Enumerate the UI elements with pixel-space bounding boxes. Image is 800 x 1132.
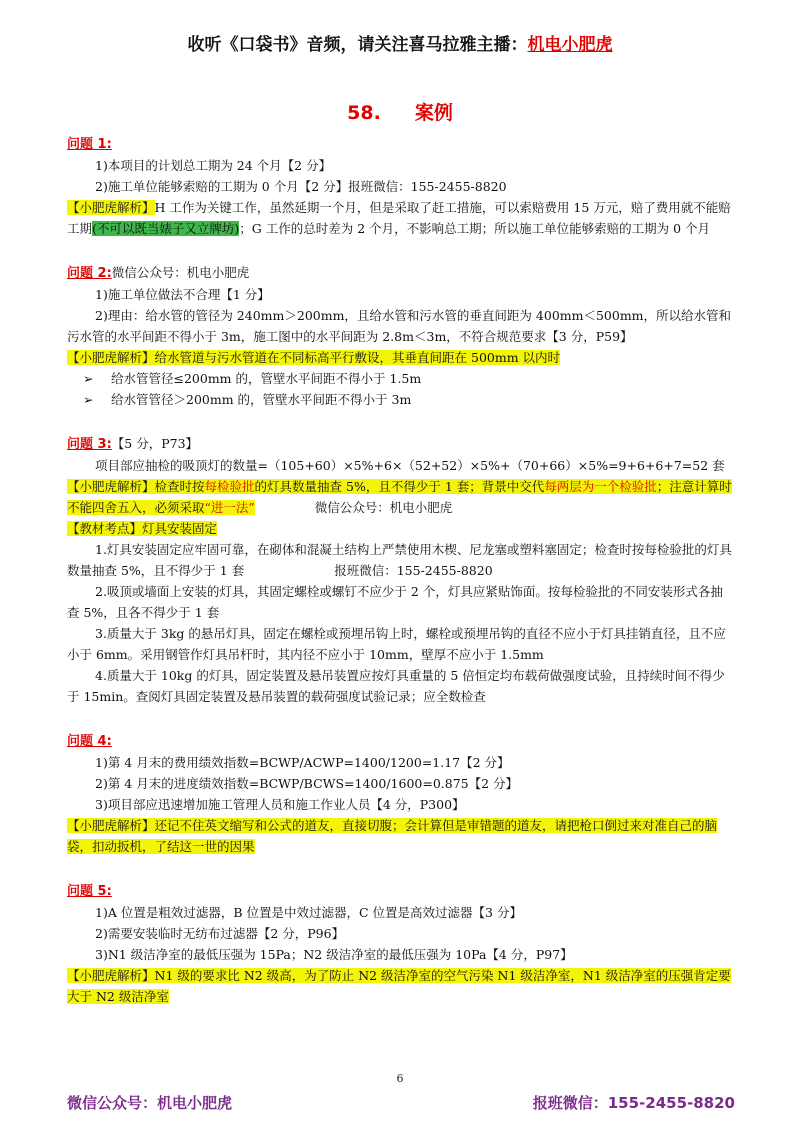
q3-note-2: 的灯具数量抽查 5%，且不得少于 1 套；背景中交代: [254, 479, 545, 494]
question-2: [67, 262, 735, 410]
case-number: 58.: [347, 102, 381, 124]
q4-analysis: [67, 818, 717, 854]
q1-analysis-text: H 工作为关键工作，虽然延期一个月，但是采取了赶工措施，可以索赔费用 15 万元，赔了费用就不能赔工期: [67, 200, 731, 236]
q3-point-3: 3.质量大于 3kg 的悬吊灯具，固定在螺栓或预埋吊钩上时，螺栓或预埋吊钩的直径不应小于灯具挂销直径，且不应小于 6mm。采用钢管作灯具吊杆时，其内径不应小于 10mm，壁厚不应小于 1.5mm: [67, 626, 726, 662]
q2-bullet-2-text: 给水管管径＞200mm 的，管壁水平间距不得小于 3m: [111, 392, 412, 407]
analysis-tag: 【小肥虎解析】: [67, 200, 155, 215]
q2-bullet-2: [67, 389, 735, 410]
question-1: [67, 133, 735, 239]
q3-note-1: 检查时按: [154, 479, 205, 494]
q5-analysis: [67, 968, 731, 1004]
q4-analysis-text: 还记不住英文缩写和公式的道友，直接切腹；会计算但是审错题的道友，请把枪口倒过来对准自己的脑袋，扣动扳机，了结这一世的因果: [67, 818, 718, 854]
case-title: [0, 98, 800, 125]
q3-note-red-1: 每检验批: [204, 479, 255, 494]
arrow-bullet-icon: ➢: [83, 371, 94, 386]
page-number: 6: [396, 1072, 404, 1085]
analysis-tag: 【小肥虎解析】: [67, 968, 155, 983]
q3-point-2: 2.吸顶或墙面上安装的灯具，其固定螺栓或螺钉不应少于 2 个，灯具应紧贴饰面。按每检验批的不同安装形式各抽查 5%，且各不得少于 1 套: [67, 584, 723, 620]
textbook-tag: 【教材考点】: [67, 521, 143, 536]
question-3-label: 问题 3:: [67, 437, 112, 452]
q3-note-3: ；注意计算时不能四舍五入，必须采取: [67, 479, 732, 515]
q3-point-1-contact: 报班微信：155-2455-8820: [334, 563, 493, 578]
host-link[interactable]: 机电小肥虎: [527, 35, 613, 55]
q5-answer-3: 3)N1 级洁净室的最低压强为 15Pa；N2 级洁净室的最低压强为 10Pa【4 分，P97】: [95, 947, 573, 962]
q4-answer-1: 1)第 4 月末的费用绩效指数=BCWP/ACWP=1400/1200=1.17【2 分】: [95, 755, 510, 770]
q4-answer-2: 2)第 4 月末的进度绩效指数=BCWP/BCWS=1400/1600=0.875【2 分】: [95, 776, 519, 791]
q3-note-red-2: 每两层为一个检验批: [544, 479, 657, 494]
q1-answer-1: 1)本项目的计划总工期为 24 个月【2 分】: [95, 158, 332, 173]
document-body: [67, 133, 735, 1007]
q3-label-extra: 【5 分，P73】: [111, 436, 199, 451]
q3-analysis: [67, 476, 735, 518]
q2-answer-2: 2)理由：给水管的管径为 240mm＞200mm，且给水管和污水管的垂直间距为 400mm＜500mm，所以给水管和污水管的水平间距不得小于 3m，施工图中的水平间距为 2.8m＜3m，不符合规范要求【3 分，P59】: [67, 308, 732, 344]
q5-answer-1: 1)A 位置是粗效过滤器，B 位置是中效过滤器，C 位置是高效过滤器【3 分】: [95, 905, 522, 920]
page-header: [0, 30, 800, 55]
q2-bullet-1-text: 给水管管径≤200mm 的，管壁水平间距不得小于 1.5m: [111, 371, 422, 386]
case-title-text: 案例: [414, 102, 453, 124]
analysis-tag: 【小肥虎解析】: [67, 479, 155, 494]
q4-answer-3: 3)项目部应迅速增加施工管理人员和施工作业人员【4 分，P300】: [95, 797, 465, 812]
arrow-bullet-icon: ➢: [83, 392, 94, 407]
analysis-tag: 【小肥虎解析】: [67, 350, 155, 365]
question-5: [67, 880, 735, 1007]
q5-answer-2: 2)需要安装临时无纺布过滤器【2 分，P96】: [95, 926, 345, 941]
q3-wechat: 微信公众号：机电小肥虎: [314, 500, 453, 515]
question-3: [67, 433, 735, 707]
q2-label-extra: 微信公众号：机电小肥虎: [111, 265, 250, 280]
q3-point-4: 4.质量大于 10kg 的灯具，固定装置及悬吊装置应按灯具重量的 5 倍恒定均布载荷做强度试验，且持续时间不得少于 15min。查阅灯具固定装置及悬吊装置的载荷强度试验记录；应全数检查: [67, 668, 725, 704]
page-footer: [67, 1092, 735, 1114]
question-2-label: 问题 2:: [67, 266, 112, 281]
footer-contact: 报班微信：155-2455-8820: [532, 1094, 735, 1112]
question-4: [67, 730, 735, 857]
question-5-label: 问题 5:: [67, 884, 112, 899]
q2-bullet-1: [67, 368, 735, 389]
q1-answer-2: 2)施工单位能够索赔的工期为 0 个月【2 分】报班微信：155-2455-8820: [95, 179, 507, 194]
q1-analysis: [67, 197, 735, 239]
question-1-label: 问题 1:: [67, 137, 112, 152]
question-4-label: 问题 4:: [67, 734, 112, 749]
q3-calculation: 项目部应抽检的吸顶灯的数量=（105+60）×5%+6×（52+52）×5%+（70+66）×5%=9+6+6+7=52 套: [95, 458, 725, 473]
q3-point-1: [67, 539, 735, 581]
footer-wechat: 微信公众号：机电小肥虎: [67, 1094, 233, 1112]
q5-analysis-text: N1 级的要求比 N2 级高，为了防止 N2 级洁净室的空气污染 N1 级洁净室，N1 级洁净室的压强肯定要大于 N2 级洁净室: [67, 968, 731, 1004]
q3-point-1-text: 1.灯具安装固定应牢固可靠，在砌体和混凝土结构上严禁使用木楔、尼龙塞或塑料塞固定；检查时按每检验批的灯具数量抽查 5%，且不得少于 1 套: [67, 542, 732, 578]
q2-answer-1: 1)施工单位做法不合理【1 分】: [95, 287, 270, 302]
header-prefix: 收听《口袋书》音频，请关注喜马拉雅主播：: [187, 35, 528, 55]
q2-analysis: [67, 350, 560, 365]
q1-analysis-text-2: ；G 工作的总时差为 2 个月，不影响总工期；所以施工单位能够索赔的工期为 0 个月: [239, 221, 711, 236]
q1-highlight-green: (不可以既当婊子又立牌坊): [92, 221, 240, 236]
q3-note-red-3: “进一法”: [204, 500, 255, 515]
q3-topic: 灯具安装固定: [142, 521, 218, 536]
q2-analysis-text: 给水管道与污水管道在不同标高平行敷设，其垂直间距在 500mm 以内时: [154, 350, 561, 365]
analysis-tag: 【小肥虎解析】: [67, 818, 155, 833]
